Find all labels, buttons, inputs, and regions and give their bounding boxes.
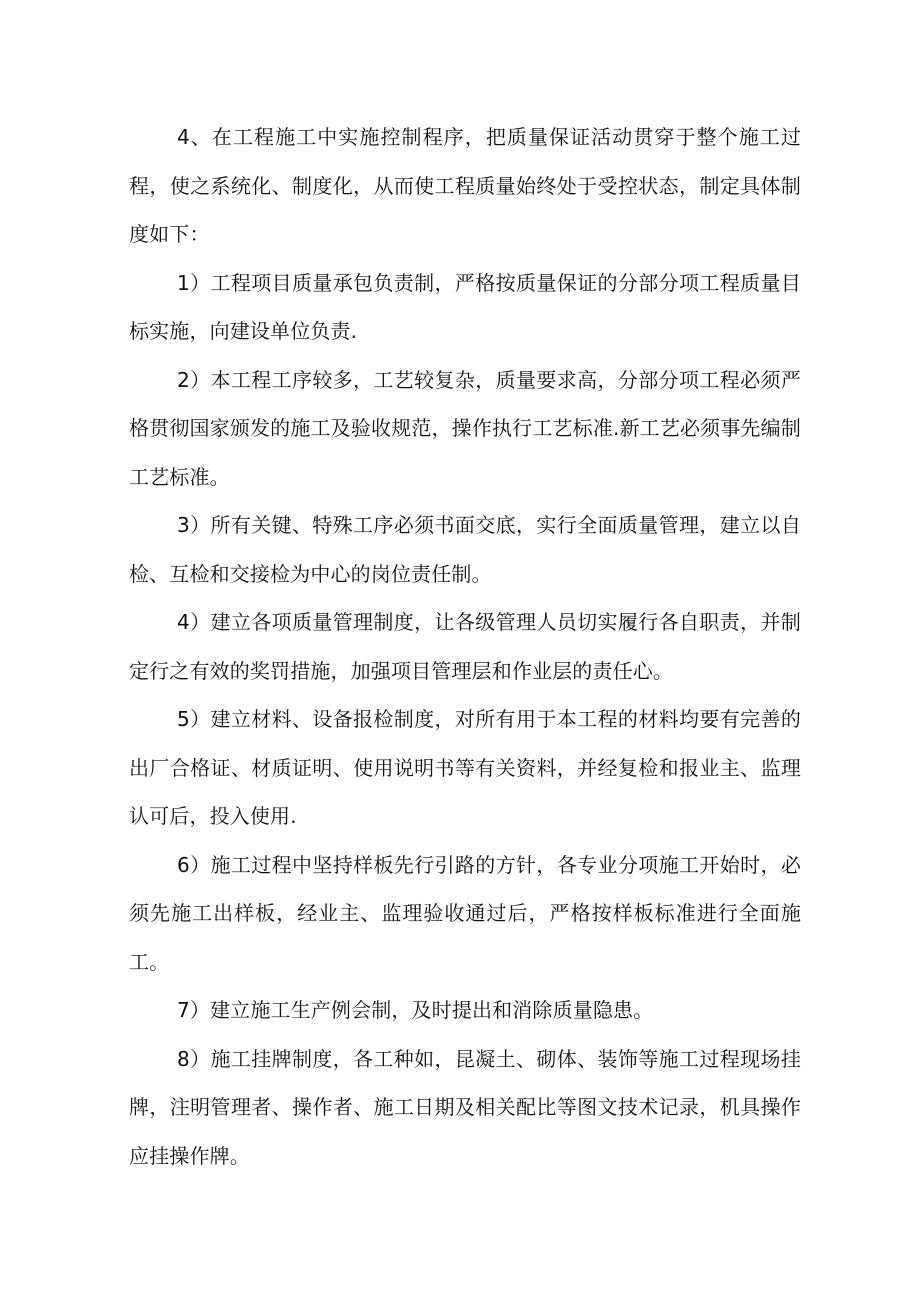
paragraph-text: 5）建立材料、设备报检制度，对所有用于本工程的材料均要有完善的出厂合格证、材质证明、使用说明书等有关资料，并经复检和报业主、监理认可后，投入使用. bbox=[129, 707, 801, 828]
paragraph-item-1 bbox=[129, 259, 801, 356]
paragraph-item-4 bbox=[129, 598, 801, 695]
paragraph-text: 2）本工程工序较多，工艺较复杂，质量要求高，分部分项工程必须严格贯彻国家颁发的施工及验收规范，操作执行工艺标准.新工艺必须事先编制工艺标准。 bbox=[129, 367, 801, 489]
paragraph-text: 3）所有关键、特殊工序必须书面交底，实行全面质量管理，建立以自检、互检和交接检为中心的岗位责任制。 bbox=[129, 513, 801, 586]
paragraph-text: 4、在工程施工中实施控制程序，把质量保证活动贯穿于整个施工过程，使之系统化、制度化，从而使工程质量始终处于受控状态，制定具体制度如下： bbox=[129, 125, 801, 246]
paragraph-text: 1）工程项目质量承包负责制，严格按质量保证的分部分项工程质量目标实施，向建设单位负责. bbox=[129, 270, 801, 343]
paragraph-text: 4）建立各项质量管理制度，让各级管理人员切实履行各自职责，并制定行之有效的奖罚措施，加强项目管理层和作业层的责任心。 bbox=[129, 610, 801, 683]
paragraph-item-2 bbox=[129, 356, 801, 502]
paragraph-text: 8）施工挂牌制度，各工种如，昆凝土、砌体、装饰等施工过程现场挂牌，注明管理者、操作者、施工日期及相关配比等图文技术记录，机具操作应挂操作牌。 bbox=[129, 1046, 801, 1168]
paragraph-item-8 bbox=[129, 1035, 801, 1181]
document-body bbox=[129, 113, 801, 1180]
paragraph-text: 7）建立施工生产例会制，及时提出和消除质量隐患。 bbox=[177, 998, 654, 1022]
paragraph-item-3 bbox=[129, 501, 801, 598]
paragraph-item-6 bbox=[129, 841, 801, 987]
paragraph-item-7 bbox=[129, 986, 801, 1035]
paragraph-4-intro bbox=[129, 113, 801, 259]
paragraph-item-5 bbox=[129, 695, 801, 841]
paragraph-text: 6）施工过程中坚持样板先行引路的方针，各专业分项施工开始时，必须先施工出样板，经业主、监理验收通过后，严格按样板标准进行全面施工。 bbox=[129, 852, 801, 974]
